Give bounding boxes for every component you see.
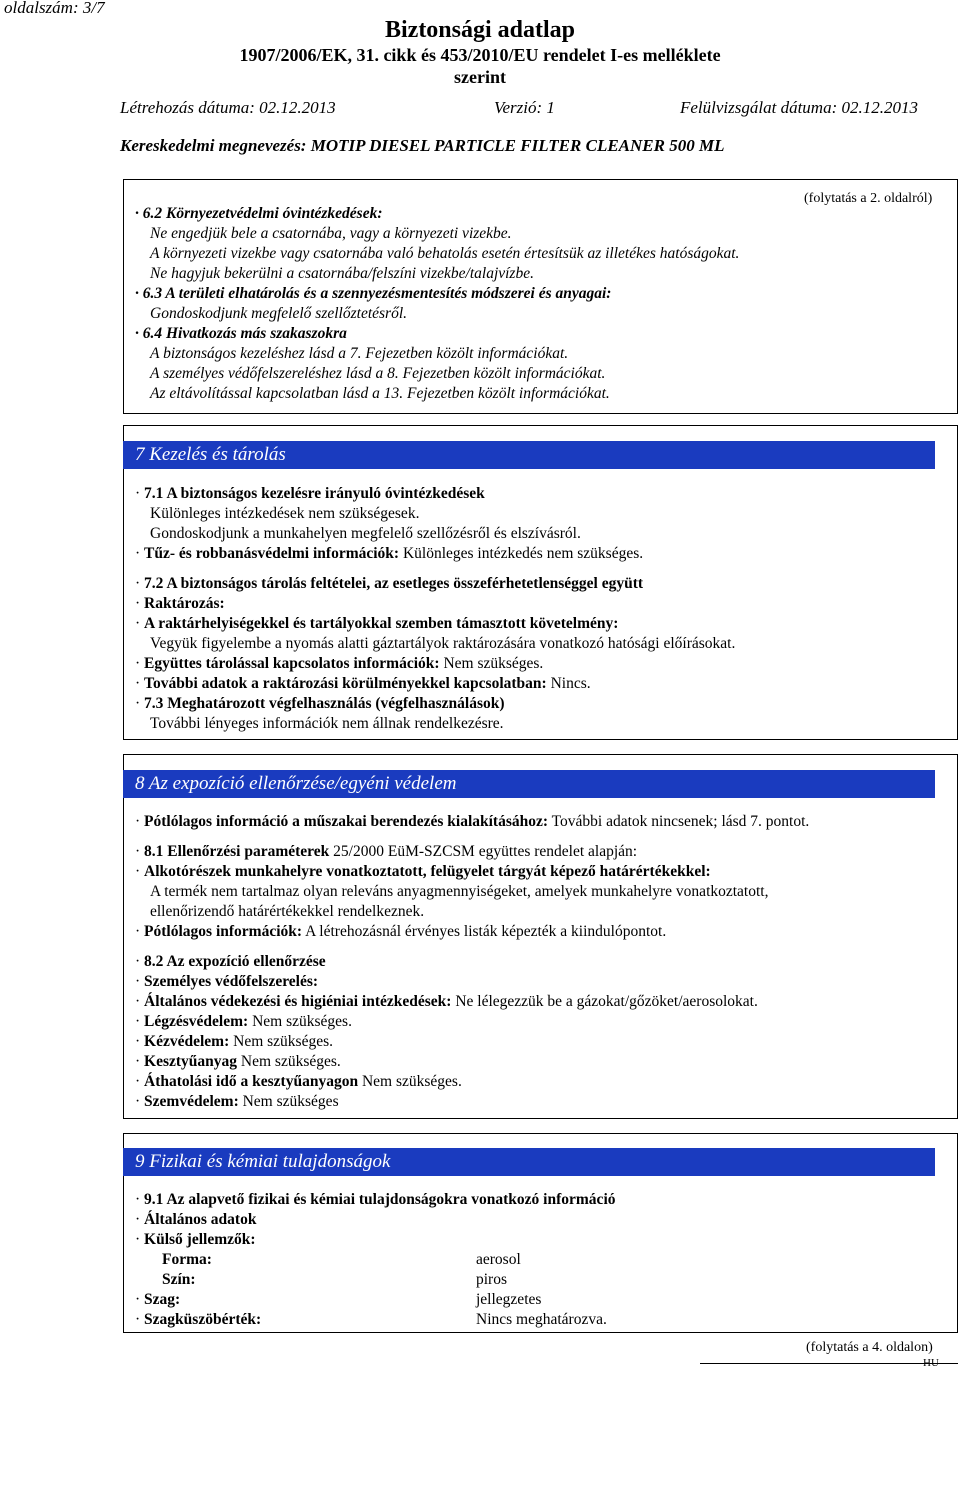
heading-7-1: · 7.1 A biztonságos kezelésre irányuló óvintézkedések — [135, 485, 485, 502]
odor-value: jellegzetes — [476, 1291, 542, 1308]
heading-6-4: · 6.4 Hivatkozás más szakaszokra — [135, 325, 347, 342]
form-label: Forma: — [162, 1251, 212, 1268]
text-line: Ne engedjük bele a csatornába, vagy a környezeti vizekbe. — [150, 225, 512, 242]
version: Verzió: 1 — [494, 98, 555, 117]
additional-info: · Pótlólagos információk: A létrehozásnál érvényes listák képezték a kiindulópontot. — [135, 923, 667, 940]
section-9-title: 9 Fizikai és kémiai tulajdonságok — [123, 1148, 935, 1176]
regulation-line: 1907/2006/EK, 31. cikk és 453/2010/EU rendelet I-es melléklete — [239, 45, 721, 65]
language-code: HU — [923, 1357, 939, 1369]
heading-7-3: · 7.3 Meghatározott végfelhasználás (végfelhasználások) — [135, 695, 505, 712]
text-line: Ne hagyjuk bekerülni a csatornába/felszíni vizekbe/talajvízbe. — [150, 265, 534, 282]
heading-7-2: · 7.2 A biztonságos tárolás feltételei, az esetleges összeférhetetlenséggel együtt — [135, 575, 644, 592]
fire-info: · Tűz- és robbanásvédelmi információk: Különleges intézkedés nem szükséges. — [135, 545, 644, 562]
respiratory-protection: · Légzésvédelem: Nem szükséges. — [135, 1013, 352, 1030]
text-line: Gondoskodjunk megfelelő szellőztetésről. — [150, 305, 407, 322]
created-date: Létrehozás dátuma: 02.12.2013 — [120, 98, 336, 117]
eye-protection: · Szemvédelem: Nem szükséges — [135, 1093, 339, 1110]
storage-conditions: · További adatok a raktározási körülményekkel kapcsolatban: Nincs. — [135, 675, 591, 692]
odor-label: · Szag: — [135, 1291, 181, 1308]
text-line: További lényeges információk nem állnak rendelkezésre. — [150, 715, 504, 732]
text-line: Vegyük figyelembe a nyomás alatti gáztartályok raktározására vonatkozó hatósági előírásokat. — [150, 635, 736, 652]
heading-6-2: · 6.2 Környezetvédelmi óvintézkedések: — [135, 205, 383, 222]
continued-from: (folytatás a 2. oldalról) — [804, 191, 933, 206]
text-line: Gondoskodjunk a munkahelyen megfelelő szellőzésről és elszívásról. — [150, 525, 581, 542]
document-title: Biztonsági adatlap — [384, 17, 576, 43]
heading-9-1: · 9.1 Az alapvető fizikai és kémiai tulajdonságokra vonatkozó információ — [135, 1191, 616, 1208]
according-line: szerint — [454, 67, 506, 87]
heading-8-1: · 8.1 Ellenőrzési paraméterek 25/2000 EüM-SZCSM együttes rendelet alapján: — [135, 843, 638, 860]
odor-threshold-value: Nincs meghatározva. — [476, 1311, 607, 1328]
text-line: A termék nem tartalmaz olyan releváns anyagmennyiségeket, amelyek munkahelyre vonatkoztatott, — [150, 883, 769, 900]
product-name: Kereskedelmi megnevezés: MOTIP DIESEL PARTICLE FILTER CLEANER 500 ML — [120, 136, 725, 155]
form-value: aerosol — [476, 1251, 521, 1268]
text-line: Különleges intézkedések nem szükségesek. — [150, 505, 420, 522]
color-value: piros — [476, 1271, 507, 1288]
text-line: A biztonságos kezeléshez lásd a 7. Fejezetben közölt információkat. — [150, 345, 569, 362]
hand-protection: · Kézvédelem: Nem szükséges. — [135, 1033, 334, 1050]
section-8-title: 8 Az expozíció ellenőrzése/egyéni védelem — [123, 770, 935, 798]
text-line: ellenőrizendő határértékekkel rendelkeznek. — [150, 903, 425, 920]
design-info: · Pótlólagos információ a műszakai berendezés kialakításához: További adatok nincsenek; lásd 7. pontot. — [135, 813, 810, 830]
revised-date: Felülvizsgálat dátuma: 02.12.2013 — [680, 98, 918, 117]
components-heading: · Alkotórészek munkahelyre vonatkoztatott, felügyelet tárgyát képező határértékekkel: — [135, 863, 711, 880]
storage-label: · Raktározás: — [135, 595, 225, 612]
heading-8-2: · 8.2 Az expozíció ellenőrzése — [135, 953, 326, 970]
text-line: Az eltávolítással kapcsolatban lásd a 13. Fejezetben közölt információkat. — [150, 385, 610, 402]
general-measures: · Általános védekezési és higiéniai intézkedések: Ne lélegezzük be a gázokat/gőzöket/aerosolokat. — [135, 993, 758, 1010]
color-label: Szín: — [162, 1271, 196, 1288]
penetration-time: · Áthatolási idő a kesztyűanyagon Nem szükséges. — [135, 1073, 462, 1090]
ppe-heading: · Személyes védőfelszerelés: — [135, 973, 319, 990]
footer-rule — [700, 1363, 958, 1364]
text-line: A személyes védőfelszereléshez lásd a 8. Fejezetben közölt információkat. — [150, 365, 606, 382]
appearance-heading: · Külső jellemzők: — [135, 1231, 256, 1248]
odor-threshold-label: · Szagküszöbérték: — [135, 1311, 262, 1328]
joint-storage: · Együttes tárolással kapcsolatos információk: Nem szükséges. — [135, 655, 544, 672]
continued-to: (folytatás a 4. oldalon) — [806, 1340, 933, 1355]
text-line: A környezeti vizekbe vagy csatornába való behatolás esetén értesítsük az illetékes hatóságokat. — [150, 245, 740, 262]
page-number: oldalszám: 3/7 — [4, 0, 105, 17]
section-7-title: 7 Kezelés és tárolás — [123, 441, 935, 469]
glove-material: · Kesztyűanyag Nem szükséges. — [135, 1053, 341, 1070]
general-data: · Általános adatok — [135, 1211, 257, 1228]
heading-6-3: · 6.3 A területi elhatárolás és a szennyezésmentesítés módszerei és anyagai: — [135, 285, 612, 302]
storage-requirement: · A raktárhelyiségekkel és tartályokkal szemben támasztott követelmény: — [135, 615, 619, 632]
